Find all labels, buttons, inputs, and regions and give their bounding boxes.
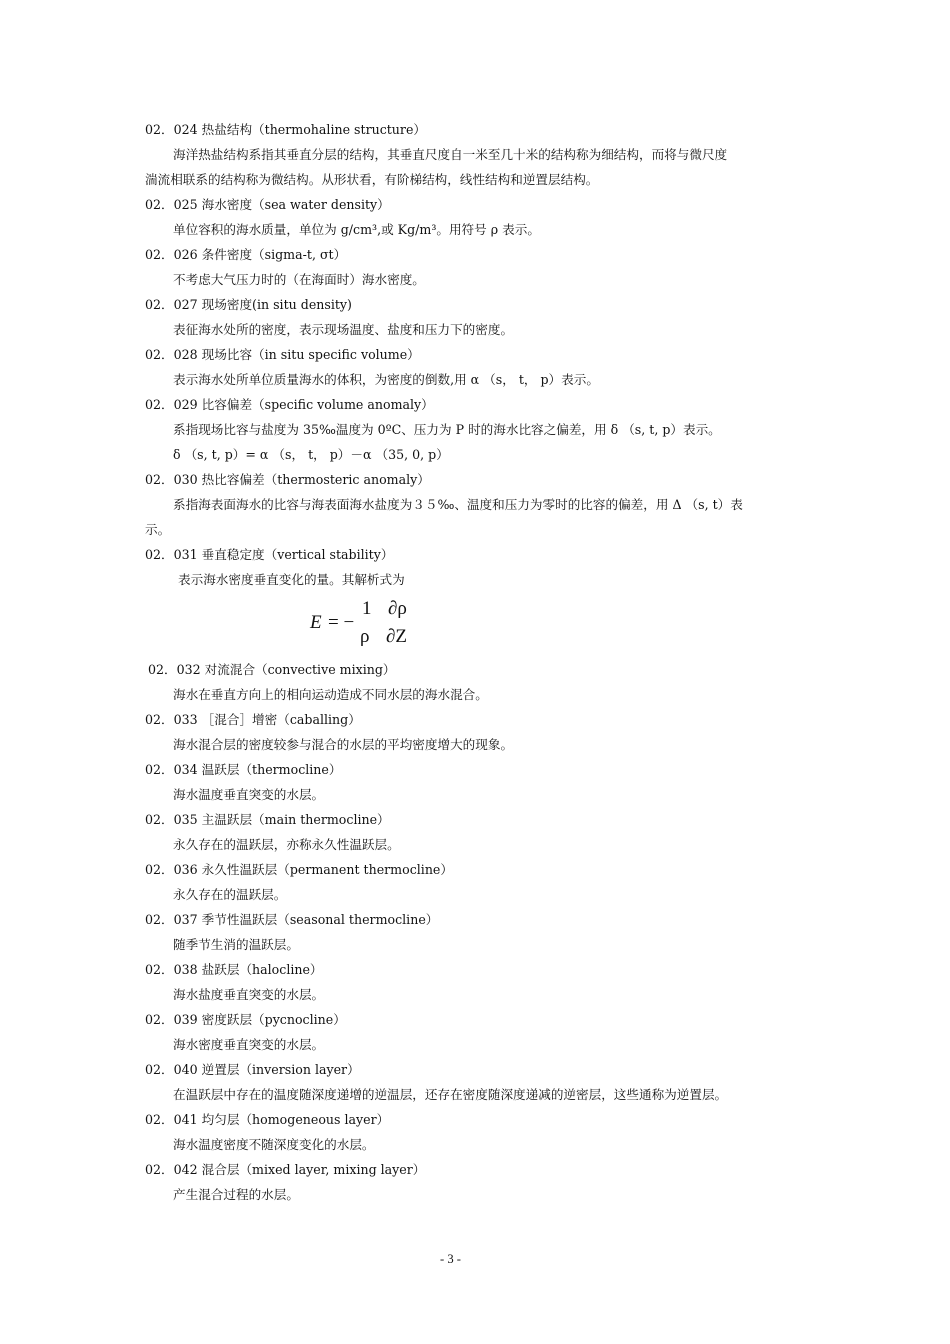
entry-term: 02．028 现场比容（in situ specific volume） [145, 347, 420, 362]
entry-text: 永久存在的温跃层。 [173, 887, 287, 902]
entry-text: 表示海水处所单位质量海水的体积，为密度的倒数,用 α （s， t， p）表示。 [173, 372, 599, 387]
entry-term: 02．031 垂直稳定度（vertical stability） [145, 547, 394, 562]
entry-term: 02．027 现场密度(in situ density) [145, 297, 352, 312]
entry-text: 系指现场比容与盐度为 35‰温度为 0ºC、压力为 P 时的海水比容之偏差，用 δ （s, t, p）表示。 [173, 422, 721, 437]
entry-term: 02．032 对流混合（convective mixing） [148, 662, 396, 677]
entry-term: 02．029 比容偏差（specific volume anomaly） [145, 397, 434, 412]
entry-term: 02．030 热比容偏差（thermosteric anomaly） [145, 472, 430, 487]
entry-text: 海洋热盐结构系指其垂直分层的结构，其垂直尺度自一米至几十米的结构称为细结构，而将与微尺度 [173, 147, 728, 162]
formula-denominator-1: ρ [360, 626, 370, 647]
entry-text: 示。 [145, 522, 171, 537]
entry-text: 单位容积的海水质量，单位为 g/cm³,或 Kg/m³。用符号 ρ 表示。 [173, 222, 540, 237]
entry-term: 02．033 ［混合］增密（caballing） [145, 712, 361, 727]
entry-term: 02．026 条件密度（sigma-t, σt） [145, 247, 347, 262]
formula-equals: = − [328, 612, 355, 633]
entry-term: 02．042 混合层（mixed layer, mixing layer） [145, 1162, 426, 1177]
entry-text: 海水盐度垂直突变的水层。 [173, 987, 325, 1002]
entry-term: 02．040 逆置层（inversion layer） [145, 1062, 360, 1077]
stability-formula [310, 598, 430, 652]
entry-text: 在温跃层中存在的温度随深度递增的逆温层，还存在密度随深度递减的逆密层，这些通称为逆置层。 [173, 1087, 728, 1102]
entry-term: 02．036 永久性温跃层（permanent thermocline） [145, 862, 453, 877]
formula-lhs: E [310, 612, 322, 633]
entry-term: 02．037 季节性温跃层（seasonal thermocline） [145, 912, 439, 927]
entry-term: 02．038 盐跃层（halocline） [145, 962, 323, 977]
entry-text: 海水混合层的密度较参与混合的水层的平均密度增大的现象。 [173, 737, 514, 752]
entry-term: 02．041 均匀层（homogeneous layer） [145, 1112, 390, 1127]
page-number: - 3 - [440, 1252, 461, 1266]
entry-text: 湍流相联系的结构称为微结构。从形状看，有阶梯结构，线性结构和逆置层结构。 [145, 172, 599, 187]
formula-denominator-2: ∂Z [386, 626, 407, 647]
entry-text: 表示海水密度垂直变化的量。其解析式为 [178, 572, 405, 587]
entry-text: 海水密度垂直突变的水层。 [173, 1037, 325, 1052]
formula-numerator-2: ∂ρ [388, 598, 407, 619]
entry-text: 表征海水处所的密度，表示现场温度、盐度和压力下的密度。 [173, 322, 514, 337]
entry-text: 海水温度垂直突变的水层。 [173, 787, 325, 802]
entry-text: 产生混合过程的水层。 [173, 1187, 299, 1202]
entry-text: 系指海表面海水的比容与海表面海水盐度为３５‰、温度和压力为零时的比容的偏差，用 Δ （s, t）表 [173, 497, 743, 512]
entry-term: 02．035 主温跃层（main thermocline） [145, 812, 390, 827]
entry-text: 随季节生消的温跃层。 [173, 937, 299, 952]
entry-text: 海水温度密度不随深度变化的水层。 [173, 1137, 375, 1152]
formula-numerator-1: 1 [362, 598, 372, 619]
entry-term: 02．039 密度跃层（pycnocline） [145, 1012, 346, 1027]
entry-text: 海水在垂直方向上的相向运动造成不同水层的海水混合。 [173, 687, 488, 702]
entry-term: 02．025 海水密度（sea water density） [145, 197, 390, 212]
entry-term: 02．024 热盐结构（thermohaline structure） [145, 122, 426, 137]
entry-text: 不考虑大气压力时的（在海面时）海水密度。 [173, 272, 425, 287]
entry-term: 02．034 温跃层（thermocline） [145, 762, 342, 777]
entry-formula-text: δ （s, t, p）= α （s， t， p）－α （35, 0, p） [173, 447, 449, 462]
entry-text: 永久存在的温跃层，亦称永久性温跃层。 [173, 837, 400, 852]
